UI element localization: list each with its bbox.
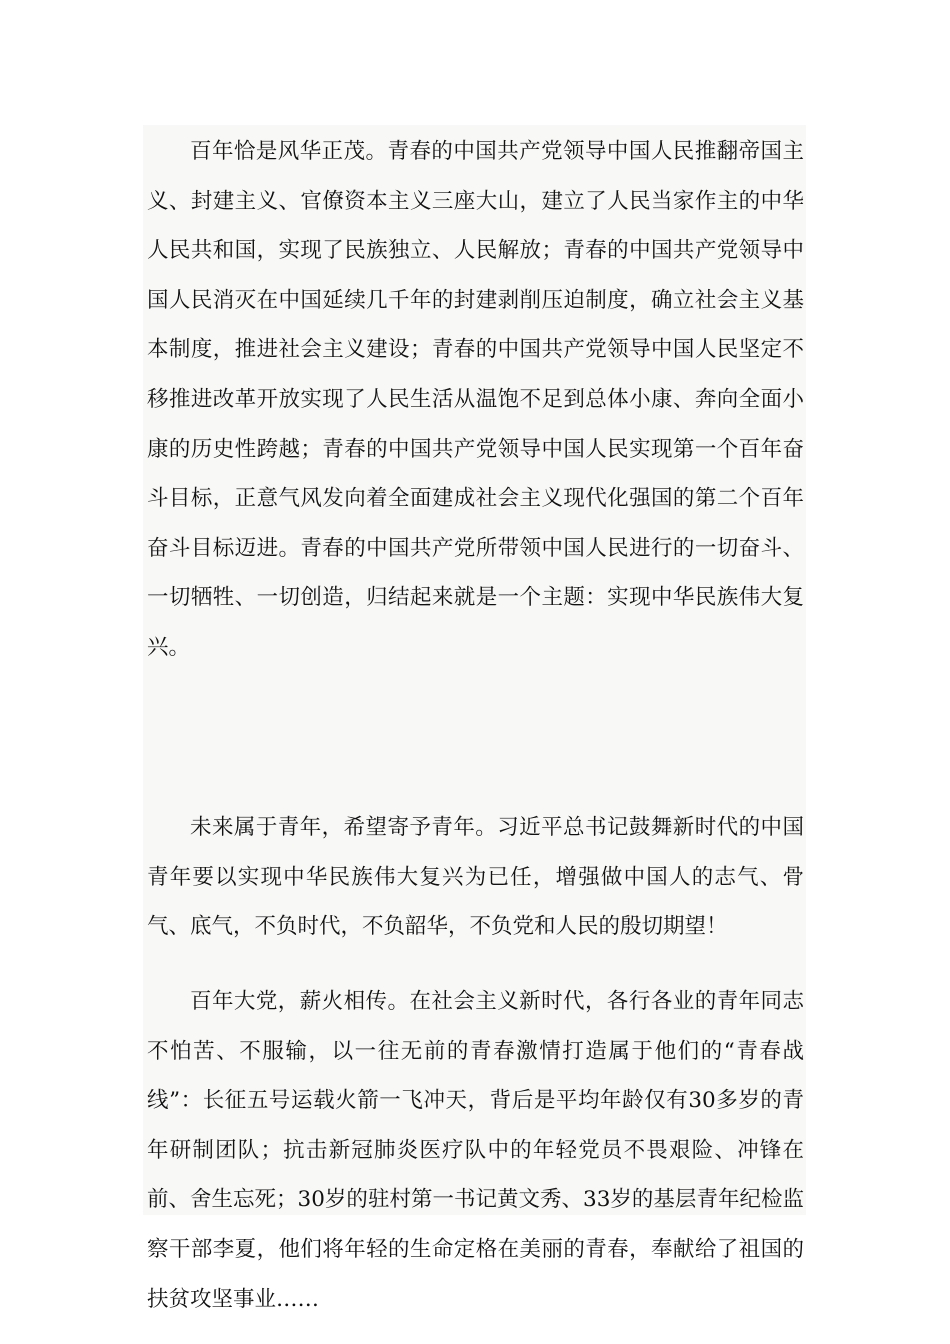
paragraph-3: 百年大党，薪火相传。在社会主义新时代，各行各业的青年同志不怕苦、不服输，以一往无前的青春激情打造属于他们的“青春战线”：长征五号运载火箭一飞冲天，背后是平均年龄仅有30多岁的青年研制团队；抗击新冠肺炎医疗队中的年轻党员不畏艰险、冲锋在前、舍生忘死；30岁的驻村第一书记黄文秀、33岁的基层青年纪检监察干部李夏，他们将年轻的生命定格在美丽的青春，奉献给了祖国的扶贫攻坚事业…… — [147, 989, 804, 1312]
text-block — [143, 125, 806, 1312]
paragraph-2: 未来属于青年，希望寄予青年。习近平总书记鼓舞新时代的中国青年要以实现中华民族伟大复兴为已任，增强做中国人的志气、骨气、底气，不负时代，不负韶华，不负党和人民的殷切期望！ — [147, 815, 804, 940]
paragraph-1: 百年恰是风华正茂。青春的中国共产党领导中国人民推翻帝国主义、封建主义、官僚资本主义三座大山，建立了人民当家作主的中华人民共和国，实现了民族独立、人民解放；青春的中国共产党领导中国人民消灭在中国延续几千年的封建剥削压迫制度，确立社会主义基本制度，推进社会主义建设；青春的中国共产党领导中国人民坚定不移推进改革开放实现了人民生活从温饱不足到总体小康、奔向全面小康的历史性跨越；青春的中国共产党领导中国人民实现第一个百年奋斗目标，正意气风发向着全面建成社会主义现代化强国的第二个百年奋斗目标迈进。青春的中国共产党所带领中国人民进行的一切奋斗、一切牺牲、一切创造，归结起来就是一个主题：实现中华民族伟大复兴。 — [147, 139, 804, 660]
